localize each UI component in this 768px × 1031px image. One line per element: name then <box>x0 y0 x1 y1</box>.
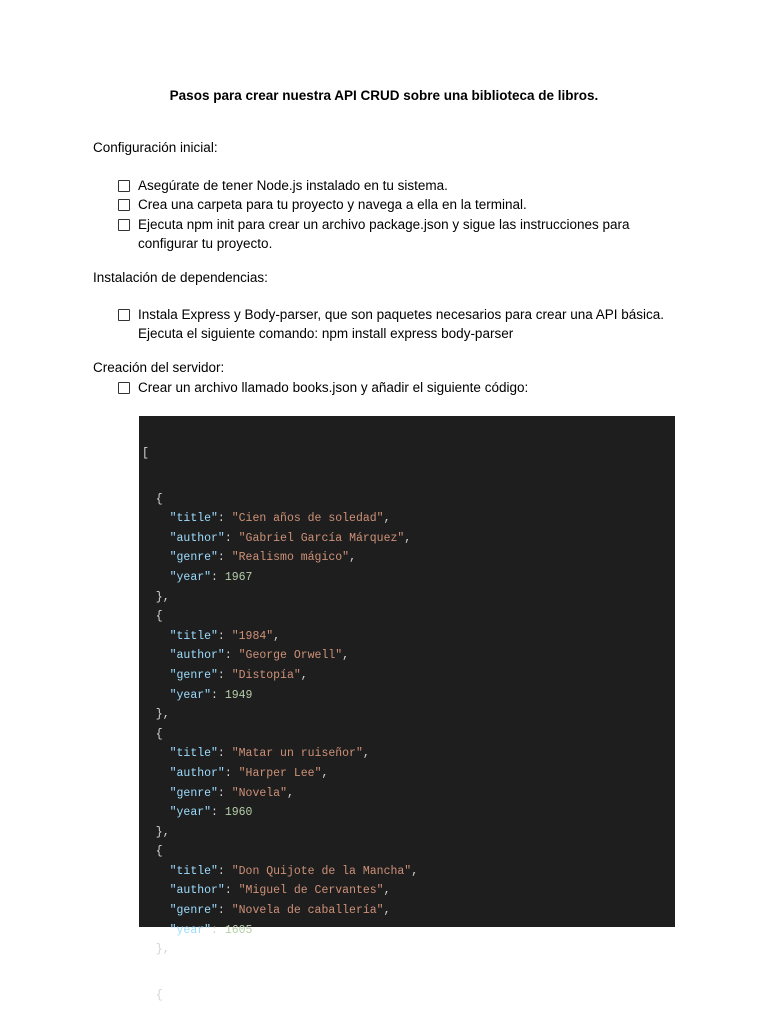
code-key: "author" <box>169 884 225 898</box>
code-trailing-open: { <box>155 988 163 1002</box>
code-key: "title" <box>169 512 218 526</box>
code-line: { <box>142 727 163 741</box>
code-open-bracket: [ <box>142 447 149 460</box>
code-line: "title": "Don Quijote de la Mancha", <box>169 864 419 878</box>
code-value: 1967 <box>224 570 253 584</box>
code-line: { <box>142 492 163 506</box>
section-heading-dependencies: Instalación de dependencias: <box>93 270 268 285</box>
checklist-item <box>118 216 678 253</box>
code-value: "Matar un ruiseñor" <box>231 747 363 761</box>
checklist-item-text: Asegúrate de tener Node.js instalado en tu sistema. <box>138 178 448 193</box>
code-line: }, <box>142 825 170 839</box>
code-line: { <box>142 610 163 624</box>
code-key: "author" <box>169 531 225 545</box>
code-line: "title": "Cien años de soledad", <box>169 512 391 526</box>
checklist-item-text: Crea una carpeta para tu proyecto y navega a ella en la terminal. <box>138 197 527 212</box>
checklist-item <box>118 306 678 343</box>
code-trailing-brace <box>142 989 156 1002</box>
code-value: 1960 <box>224 806 253 820</box>
code-key: "year" <box>169 923 212 937</box>
code-line <box>142 444 418 464</box>
checkbox-icon[interactable] <box>118 219 130 231</box>
code-line: "genre": "Novela de caballería", <box>169 904 391 918</box>
code-line: "genre": "Distopía", <box>169 668 308 682</box>
code-value: "George Orwell" <box>238 649 343 663</box>
code-line: "genre": "Realismo mágico", <box>169 551 356 565</box>
section-heading-server: Creación del servidor: <box>93 360 225 375</box>
checklist-item-text: Ejecuta npm init para crear un archivo package.json y sigue las instrucciones para configurar tu proyecto. <box>138 217 630 251</box>
code-key: "genre" <box>169 551 218 565</box>
code-value: "Miguel de Cervantes" <box>238 884 384 898</box>
code-value: "Distopía" <box>231 668 301 682</box>
code-key: "year" <box>169 688 212 702</box>
code-value: "Novela" <box>231 786 287 800</box>
checklist-item <box>118 196 678 215</box>
code-line: "year": 1949 <box>169 688 253 702</box>
code-line: "author": "Miguel de Cervantes", <box>169 884 391 898</box>
code-value: "Gabriel García Márquez" <box>238 531 405 545</box>
code-line: }, <box>142 943 170 957</box>
code-value: 1949 <box>224 688 253 702</box>
code-key: "year" <box>169 806 212 820</box>
code-line: }, <box>142 590 170 604</box>
checklist-item-text: Instala Express y Body-parser, que son paquetes necesarios para crear una API básica. Ejecuta el siguiente comando: npm install express body-parser <box>138 307 665 341</box>
checkbox-icon[interactable] <box>118 309 130 321</box>
checklist-item-text: Crear un archivo llamado books.json y añadir el siguiente código: <box>138 380 529 395</box>
code-line: "title": "Matar un ruiseñor", <box>169 747 370 761</box>
code-key: "title" <box>169 629 218 643</box>
code-block <box>139 416 675 1002</box>
code-value: "Novela de caballería" <box>231 904 384 918</box>
code-line: "year": 1967 <box>169 570 253 584</box>
code-value: "Cien años de soledad" <box>231 512 384 526</box>
code-line <box>142 986 418 1006</box>
code-value: "Realismo mágico" <box>231 551 350 565</box>
code-line: "author": "Harper Lee", <box>169 766 329 780</box>
code-line: "author": "Gabriel García Márquez", <box>169 531 412 545</box>
code-value: "Don Quijote de la Mancha" <box>231 864 412 878</box>
section-heading-config: Configuración inicial: <box>93 140 218 155</box>
checklist-item <box>118 379 678 398</box>
code-value: "Harper Lee" <box>238 766 322 780</box>
code-line: }, <box>142 708 170 722</box>
document-title: Pasos para crear nuestra API CRUD sobre una biblioteca de libros. <box>169 88 599 103</box>
code-key: "author" <box>169 649 225 663</box>
code-key: "genre" <box>169 904 218 918</box>
code-value: 1605 <box>224 923 253 937</box>
code-key: "genre" <box>169 786 218 800</box>
code-line: "author": "George Orwell", <box>169 649 350 663</box>
code-line: "year": 1960 <box>169 806 253 820</box>
code-line: "year": 1605 <box>169 923 253 937</box>
code-key: "title" <box>169 864 218 878</box>
checkbox-icon[interactable] <box>118 382 130 394</box>
code-line: "title": "1984", <box>169 629 281 643</box>
code-value: "1984" <box>231 629 274 643</box>
checkbox-icon[interactable] <box>118 199 130 211</box>
checklist-item <box>118 177 678 196</box>
code-key: "genre" <box>169 668 218 682</box>
code-key: "author" <box>169 766 225 780</box>
code-line: "genre": "Novela", <box>169 786 294 800</box>
code-key: "title" <box>169 747 218 761</box>
code-key: "year" <box>169 570 212 584</box>
checkbox-icon[interactable] <box>118 180 130 192</box>
code-line: { <box>142 845 163 859</box>
code-content <box>142 418 418 1031</box>
